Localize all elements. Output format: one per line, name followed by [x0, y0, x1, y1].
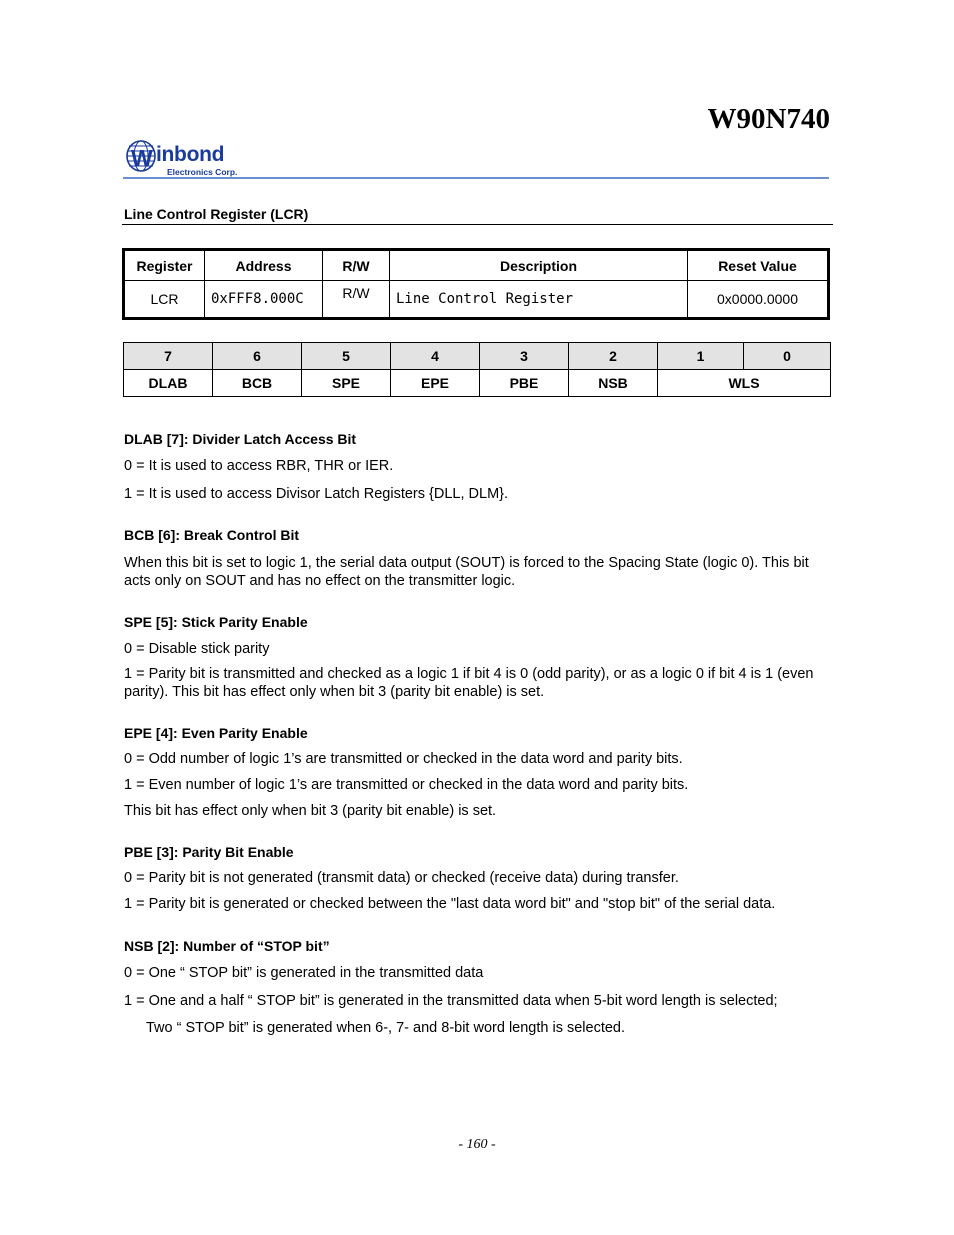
field-heading: SPE [5]: Stick Parity Enable — [124, 614, 308, 630]
register-cell: LCR — [124, 281, 205, 319]
reset-value-header-cell: Reset Value — [688, 250, 829, 281]
register-table — [122, 248, 830, 320]
field-text: When this bit is set to logic 1, the serial data output (SOUT) is forced to the Spacing State (logic 0). This bit acts only on SOUT and has no effect on the transmitter logic. — [124, 555, 809, 589]
header-rule — [123, 177, 829, 179]
reset-value-cell: 0x0000.0000 — [688, 281, 829, 319]
bit-field-cell: BCB — [213, 370, 302, 397]
field-text: 0 = Parity bit is not generated (transmit data) or checked (receive data) during transfer. — [124, 870, 679, 886]
bit-number-cell: 6 — [213, 343, 302, 370]
field-heading: PBE [3]: Parity Bit Enable — [124, 844, 294, 860]
field-text: 1 = Parity bit is generated or checked between the "last data word bit" and "stop bit" of the serial data. — [124, 896, 776, 912]
field-heading: BCB [6]: Break Control Bit — [124, 527, 300, 543]
winbond-logo — [126, 139, 256, 179]
bit-field-cell: EPE — [391, 370, 480, 397]
doc-title: W90N740 — [707, 103, 830, 135]
bit-field-cell: DLAB — [124, 370, 213, 397]
description-header-cell: Description — [390, 250, 688, 281]
bit-number-cell: 7 — [124, 343, 213, 370]
section-rule — [122, 224, 833, 225]
field-heading: DLAB [7]: Divider Latch Access Bit — [124, 431, 357, 447]
address-header-cell: Address — [205, 250, 323, 281]
field-text: 1 = One and a half “ STOP bit” is generated in the transmitted data when 5-bit word length is selected; — [124, 993, 778, 1009]
field-text: 0 = It is used to access RBR, THR or IER. — [124, 458, 394, 474]
bit-field-cell: PBE — [480, 370, 569, 397]
field-heading: EPE [4]: Even Parity Enable — [124, 725, 308, 741]
register-header-cell: Register — [124, 250, 205, 281]
bit-number-cell: 3 — [480, 343, 569, 370]
field-text: 0 = Odd number of logic 1’s are transmitted or checked in the data word and parity bits. — [124, 751, 683, 767]
logo-subtitle: Electronics Corp. — [167, 167, 238, 177]
bit-number-cell: 1 — [658, 343, 744, 370]
field-heading: NSB [2]: Number of “STOP bit” — [124, 938, 330, 954]
field-text: 1 = It is used to access Divisor Latch Registers {DLL, DLM}. — [124, 486, 509, 502]
bit-field-row — [124, 370, 831, 397]
field-text: 1 = Parity bit is transmitted and checked as a logic 1 if bit 4 is 0 (odd parity), or as a logic 0 if bit 4 is 1 (even parity). This bit has effect only when bit 3 (parity bit enable) is set. — [124, 666, 814, 700]
rw-cell: R/W — [323, 281, 390, 319]
logo-wordmark: inbond — [156, 143, 225, 166]
bit-number-row — [124, 343, 831, 370]
bit-number-cell: 0 — [744, 343, 831, 370]
bit-number-cell: 4 — [391, 343, 480, 370]
address-cell: 0xFFF8.000C — [205, 281, 323, 319]
bit-number-cell: 5 — [302, 343, 391, 370]
field-text: This bit has effect only when bit 3 (parity bit enable) is set. — [124, 803, 497, 819]
bit-number-cell: 2 — [569, 343, 658, 370]
field-text: Two “ STOP bit” is generated when 6-, 7- and 8-bit word length is selected. — [146, 1020, 626, 1036]
register-table-header — [124, 250, 829, 281]
logo-mark-letter: W — [131, 145, 153, 171]
field-text: 0 = One “ STOP bit” is generated in the transmitted data — [124, 965, 484, 981]
page-number: - 160 - — [458, 1137, 496, 1152]
field-text: 1 = Even number of logic 1’s are transmitted or checked in the data word and parity bits. — [124, 777, 689, 793]
register-table-row — [124, 281, 829, 319]
bit-field-cell: NSB — [569, 370, 658, 397]
description-cell: Line Control Register — [390, 281, 688, 319]
field-text: 0 = Disable stick parity — [124, 641, 270, 657]
bit-table — [123, 342, 831, 397]
bit-field-cell: SPE — [302, 370, 391, 397]
rw-header-cell: R/W — [323, 250, 390, 281]
bit-field-cell: WLS — [658, 370, 831, 397]
section-title: Line Control Register (LCR) — [124, 206, 309, 222]
